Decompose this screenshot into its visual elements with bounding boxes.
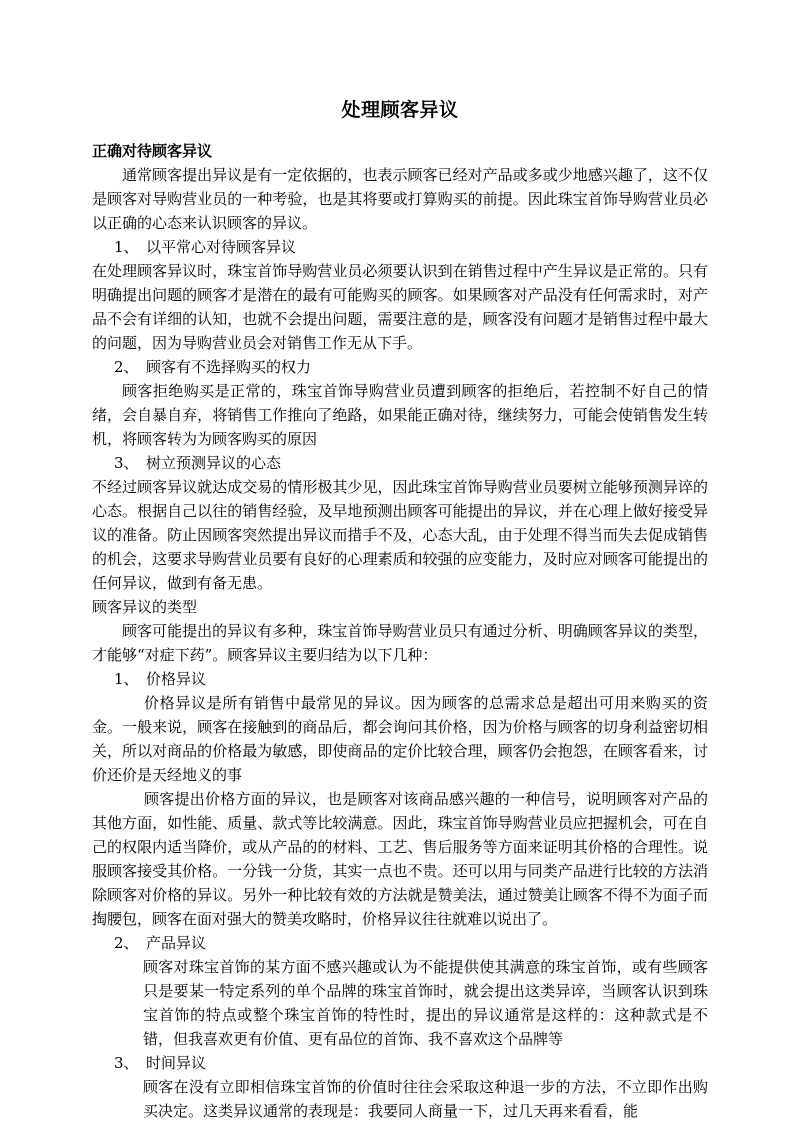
page-title: 处理顾客异议 [341,99,459,121]
section-heading-objection-types: 顾客异议的类型 [92,598,198,616]
document-body [92,95,708,1123]
item-block-2-3 [92,1051,708,1123]
item-heading-2-2: 2、 产品异议 [114,934,207,952]
section-1-intro-paragraph: 通常顾客提出异议是有一定依据的，也表示顾客已经对产品或多或少地感兴趣了，这不仅是顾客对导购营业员的一种考验，也是其将要或打算购买的前提。因此珠宝首饰导购营业员必以正确的心态来认识顾客的异议。 [92,166,708,232]
item-block-2-2 [92,931,708,1051]
item-heading-1-1: 1、 以平常心对待顾客异议 [114,238,297,256]
item-body-1-1: 在处理顾客异议时，珠宝首饰导购营业员必须要认识到在销售过程中产生异议是正常的。只有明确提出问题的顾客才是潜在的最有可能购买的顾客。如果顾客对产品没有任何需求时，对产品不会有详细的认知，也就不会提出问题，需要注意的是，顾客没有问题才是销售过程中最大的问题，因为导购营业员会对销售工作无从下手。 [92,262,708,352]
section-2-intro-paragraph: 顾客可能提出的异议有多种，珠宝首饰导购营业员只有通过分析、明确顾客异议的类型，才能够“对症下药”。顾客异议主要归结为以下几种： [92,622,708,664]
item-heading-2-1: 1、 价格异议 [114,670,207,688]
item-body-1-3: 不经过顾客异议就达成交易的情形极其少见，因此珠宝首饰导购营业员要树立能够预测异谇的心态。根据自己以往的销售经验，及早地预测出顾客可能提出的异议，并在心理上做好接受异议的准备。防止因顾客突然提出异议而措手不及，心态大乱，由于处理不得当而失去促成销售的机会，这要求导购营业员要有良好的心理素质和较强的应变能力，及时应对顾客可能提出的任何异议，做到有备无患。 [92,478,708,592]
item-body-2-1-a: 价格异议是所有销售中最常见的异议。因为顾客的总需求总是超出可用来购买的资金。一般来说，顾客在接触到的商品后，都会询问其价格，因为价格与顾客的切身利益密切相关，所以对商品的价格最为敏感，即使商品的定价比较合理，顾客仍会抱怨，在顾客看来，讨价还价是天经地义的事 [92,694,708,784]
item-body-2-1-b: 顾客提出价格方面的异议，也是顾客对该商品感兴趣的一种信号，说明顾客对产品的其他方面，如性能、质量、款式等比较满意。因此，珠宝首饰导购营业员应把握机会，可在自己的权限内适当降价，或从产品的的材料、工艺、售后服务等方面来证明其价格的合理性。说服顾客接受其价格。一分钱一分货，其实一点也不贵。还可以用与同类产品进行比较的方法消除顾客对价格的异议。另外一种比较有效的方法就是赞美法，通过赞美让顾客不得不为面子而掏腰包，顾客在面对强大的赞美攻略时，价格异议往往就难以说出了。 [92,790,708,928]
item-body-1-2: 顾客拒绝购买是正常的，珠宝首饰导购营业员遭到顾客的拒绝后，若控制不好自己的情绪，会自暴自弃，将销售工作推向了绝路，如果能正确对待，继续努力，可能会使销售发生转机，将顾客转为为顾客购买的原因 [92,382,708,448]
item-heading-1-2: 2、 顾客有不选择购买的权力 [114,358,312,376]
item-heading-2-3: 3、 时间异议 [114,1054,207,1072]
item-heading-1-3: 3、 树立预测异议的心态 [114,454,282,472]
item-body-2-3: 顾客在没有立即相信珠宝首饰的价值时往往会采取这种退一步的方法，不立即作出购买决定。这类异议通常的表现是：我要同人商量一下，过几天再来看看，能 [143,1078,708,1120]
item-body-2-2: 顾客对珠宝首饰的某方面不感兴趣或认为不能提供使其满意的珠宝首饰，或有些顾客只是要某一特定系列的单个品牌的珠宝首饰时，就会提出这类异谇，当顾客认识到珠宝首饰的特点或整个珠宝首饰的特性时，提出的异议通常是这样的：这种款式是不错，但我喜欢更有价值、更有品位的首饰、我不喜欢这个品牌等 [143,958,708,1048]
section-heading-correct-attitude: 正确对待顾客异议 [92,142,213,160]
